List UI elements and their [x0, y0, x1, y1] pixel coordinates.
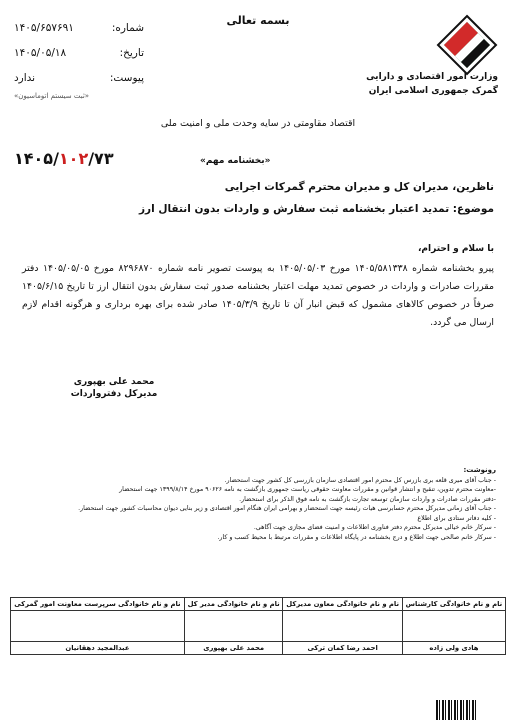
- sig-space: [11, 611, 185, 642]
- cc-list: [20, 466, 496, 542]
- letter-body: پیرو بخشنامه شماره ۱۴۰۵/۵۸۱۳۳۸ مورخ ۱۴۰۵/۰۵/۰۳ به پیوست تصویر نامه شماره ۸۲۹۶۸۷۰ مورخ ۱۴۰۵/۰۵/۰۵ دفتر مقررات صادرات و واردات در خصوص تمدید مهلت اعتبار بخشنامه صدور ثبت سفارش بدون انتقال ارز تا تاریخ ۱۴۰۵/۶/۱۵ صرفاً در خصوص کالاهای مشمول که قبض انبار آن تا تاریخ ۱۴۰۵/۳/۹ صادر شده برای بهره برداری و هرگونه اقدام لازم ارسال می گردد.: [22, 263, 495, 328]
- document-number: [14, 149, 114, 168]
- sig-header-supervisor: نام و نام خانوادگی سرپرست معاونت امور گمرکی: [11, 598, 185, 611]
- attachment-value: ندارد: [14, 72, 36, 84]
- sig-name-expert: هادی ولی زاده: [402, 642, 505, 655]
- sig-name-deputy: احمد رضا کمان ترکی: [283, 642, 402, 655]
- sig-header-expert: نام و نام خانوادگی کارشناس: [402, 598, 505, 611]
- number-label: شماره:: [111, 22, 144, 34]
- attachment-row: [14, 66, 144, 91]
- system-note: «ثبت سیستم اتوماسیون»: [14, 92, 90, 100]
- barcode-icon: [436, 700, 476, 720]
- slogan: اقتصاد مقاومتی در سایه وحدت ملی و امنیت ملی: [160, 118, 356, 129]
- date-row: [14, 41, 144, 66]
- sig-name-supervisor: عبدالمجید دهقانیان: [11, 642, 185, 655]
- addressee: ناظرین، مدیران کل و مدیران محترم گمرکات اجرایی: [224, 181, 494, 193]
- cc-item: -دفتر مقررات صادرات و واردات سازمان توسعه تجارت بازگشت به نامه فوق الذکر برای استحضار.: [239, 495, 496, 503]
- urgency-label: «بخشنامه مهم»: [200, 156, 271, 166]
- attachment-label: پیوست:: [109, 72, 144, 84]
- cc-item: - سرکار خانم خیالی مدیرکل محترم دفتر فناوری اطلاعات و امنیت فضای مجازی جهت آگاهی.: [253, 524, 496, 531]
- doc-number-prefix: ۱۴۰۵/: [14, 149, 59, 168]
- ministry-line-1: وزارت امور اقتصادی و دارایی: [366, 72, 498, 82]
- signer-name: محمد علی بهپوری: [73, 377, 155, 387]
- subject: موضوع: تمدید اعتبار بخشنامه ثبت سفارش و واردات بدون انتقال ارز: [139, 203, 494, 215]
- ministry-name: [348, 70, 498, 98]
- date-value: ۱۴۰۵/۰۵/۱۸: [14, 47, 67, 59]
- cc-title: رونوشت:: [463, 466, 496, 474]
- cc-item: - جناب آقای زمانی مدیرکل محترم حسابرسی هیات رئیسه جهت استحضار و بهرامی ایران هنگام امور اقتصادی و زیر بنایی دیوان محاسبات کشور جهت استحضار.: [78, 505, 496, 512]
- signer-title: مدیرکل دفترواردات: [70, 389, 158, 399]
- signatures-name-row: [11, 642, 506, 655]
- ministry-line-2: گمرک جمهوری اسلامی ایران: [368, 86, 498, 96]
- doc-number-suffix: /۷۳: [88, 149, 114, 168]
- number-value: ۱۴۰۵/۶۵۷۶۹۱: [14, 22, 74, 34]
- signature-block: [64, 376, 164, 400]
- signatures-header-row: [11, 598, 506, 611]
- letter-meta: [14, 16, 144, 101]
- signatures-table: [10, 597, 506, 655]
- sig-space: [283, 611, 402, 642]
- date-label: تاریخ:: [119, 47, 144, 59]
- doc-number-middle: ۱۰۲: [58, 149, 89, 168]
- greeting: با سلام و احترام،: [418, 244, 494, 254]
- signatures-space-row: [11, 611, 506, 642]
- cc-item: - سرکار خانم صالحی جهت اطلاع و درج بخشنامه در پایگاه اطلاعات و مقررات مرتبط با محیط کسب و کار.: [217, 533, 496, 541]
- cc-item: - کلیه دفاتر ستادی برای اطلاع: [417, 514, 496, 522]
- cc-item: - جناب آقای میری قلعه بری بازرس کل محترم امور اقتصادی سازمان بازرسی کل کشور جهت استحضار.: [224, 476, 496, 484]
- number-row: [14, 16, 144, 41]
- sig-header-director: نام و نام خانوادگی مدیر کل: [184, 598, 283, 611]
- sig-name-director: محمد علی بهپوری: [184, 642, 283, 655]
- cc-item: -معاونت محترم تدوین، تنقیح و انتشار قوانین و مقررات معاونت حقوقی ریاست جمهوری بازگشت به نامه ۹۰۶۲۶ مورخ ۱۳۹۹/۸/۱۴ جهت استحضار: [119, 486, 496, 493]
- sig-space: [184, 611, 283, 642]
- sig-header-deputy: نام و نام خانوادگی معاون مدیرکل: [283, 598, 402, 611]
- bismillah: بسمه تعالی: [226, 14, 290, 27]
- sig-space: [402, 611, 505, 642]
